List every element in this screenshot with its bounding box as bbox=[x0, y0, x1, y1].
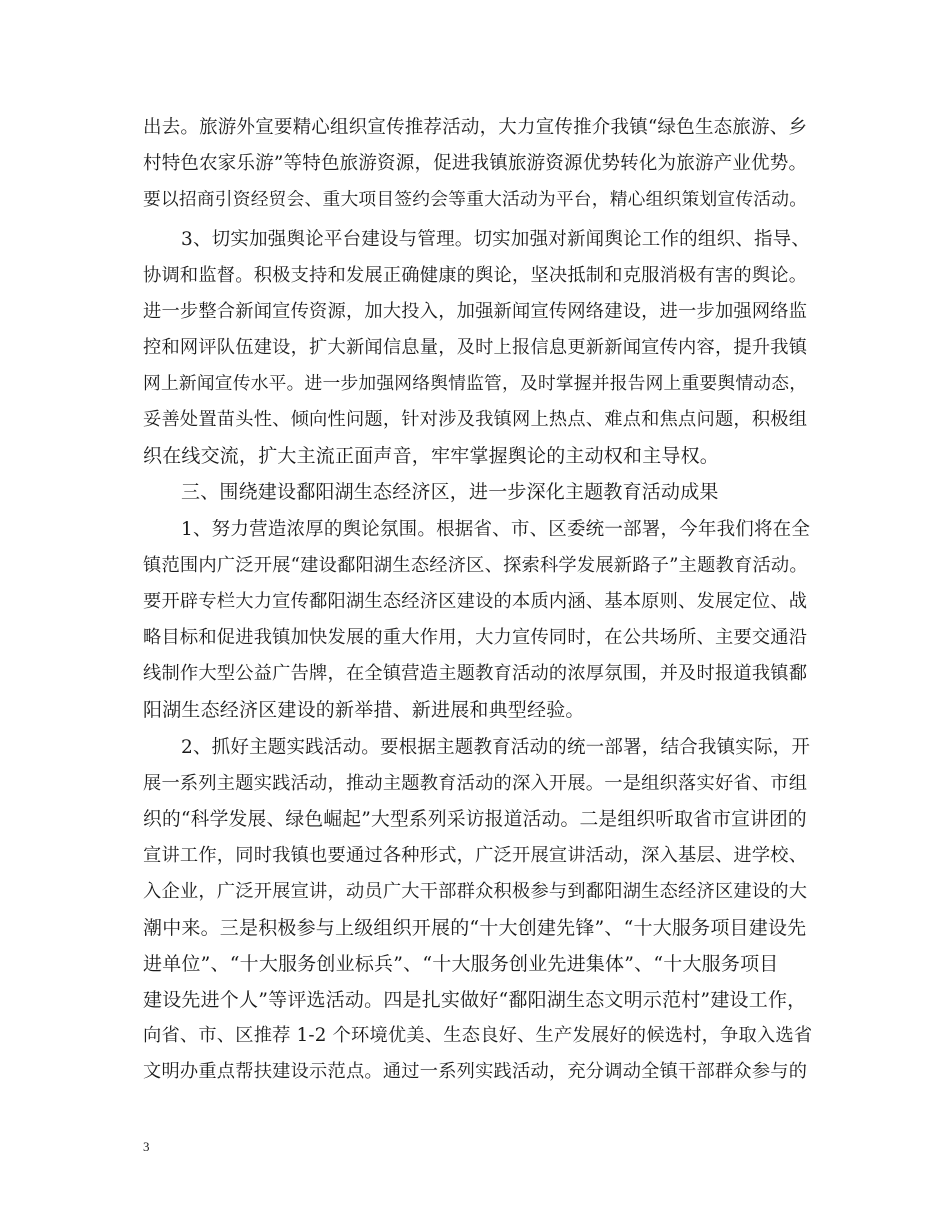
page-number: 3 bbox=[143, 1139, 150, 1154]
text-line: 线制作大型公益广告牌，在全镇营造主题教育活动的浓厚氛围，并及时报道我镇鄱 bbox=[143, 663, 808, 684]
text-line: 潮中来。三是积极参与上级组织开展的“十大创建先锋”、“十大服务项目建设先 bbox=[143, 917, 807, 939]
text-line: 阳湖生态经济区建设的新举措、新进展和典型经验。 bbox=[143, 699, 585, 721]
text-line: 建设先进个人”等评选活动。四是扎实做好“鄱阳湖生态文明示范村”建设工作， bbox=[143, 989, 807, 1011]
text-line: 协调和监督。积极支持和发展正确健康的舆论，坚决抵制和克服消极有害的舆论。 bbox=[143, 265, 808, 286]
text-line: 网上新闻宣传水平。进一步加强网络舆情监管，及时掌握并报告网上重要舆情动态， bbox=[143, 374, 808, 394]
text-line: 要以招商引资经贸会、重大项目签约会等重大活动为平台，精心组织策划宣传活动。 bbox=[143, 190, 808, 210]
text-line: 要开辟专栏大力宣传鄱阳湖生态经济区建设的本质内涵、基本原则、发展定位、战 bbox=[143, 591, 808, 612]
text-line: 织的“科学发展、绿色崛起”大型系列采访报道活动。二是组织听取省市宣讲团的 bbox=[143, 809, 807, 830]
text-line: 织在线交流，扩大主流正面声音，牢牢掌握舆论的主动权和主导权。 bbox=[143, 445, 720, 467]
text-line: 略目标和促进我镇加快发展的重大作用，大力宣传同时，在公共场所、主要交通沿 bbox=[143, 627, 808, 648]
paragraph-first-line: 2、抓好主题实践活动。要根据主题教育活动的统一部署，结合我镇实际，开 bbox=[181, 737, 811, 758]
text-line: 向省、市、区推荐 1-2 个环境优美、生态良好、生产发展好的候选村，争取入选省 bbox=[143, 1025, 813, 1046]
text-line: 宣讲工作，同时我镇也要通过各种形式，广泛开展宣讲活动，深入基层、进学校、 bbox=[143, 845, 808, 866]
text-line: 控和网评队伍建设，扩大新闻信息量，及时上报信息更新新闻宣传内容，提升我镇 bbox=[143, 337, 808, 358]
section-heading: 三、围绕建设鄱阳湖生态经济区，进一步深化主题教育活动成果 bbox=[181, 481, 719, 503]
text-line: 村特色农家乐游”等特色旅游资源，促进我镇旅游资源优势转化为旅游产业优势。 bbox=[143, 153, 808, 174]
paragraph-first-line: 1、努力营造浓厚的舆论氛围。根据省、市、区委统一部署，今年我们将在全 bbox=[181, 519, 811, 540]
text-line: 入企业，广泛开展宣讲，动员广大干部群众积极参与到鄱阳湖生态经济区建设的大 bbox=[143, 881, 808, 902]
text-line: 出去。旅游外宣要精心组织宣传推荐活动，大力宣传推介我镇“绿色生态旅游、乡 bbox=[143, 117, 808, 138]
paragraph-first-line: 3、切实加强舆论平台建设与管理。切实加强对新闻舆论工作的组织、指导、 bbox=[181, 229, 811, 250]
text-line: 进单位”、“十大服务创业标兵”、“十大服务创业先进集体”、“十大服务项目 bbox=[143, 953, 779, 975]
text-line: 文明办重点帮扶建设示范点。通过一系列实践活动，充分调动全镇干部群众参与的 bbox=[143, 1061, 808, 1082]
text-line: 妥善处置苗头性、倾向性问题，针对涉及我镇网上热点、难点和焦点问题，积极组 bbox=[143, 409, 808, 430]
text-line: 进一步整合新闻宣传资源，加大投入，加强新闻宣传网络建设，进一步加强网络监 bbox=[143, 301, 808, 322]
text-line: 展一系列主题实践活动，推动主题教育活动的深入开展。一是组织落实好省、市组 bbox=[143, 773, 808, 794]
text-line: 镇范围内广泛开展“建设鄱阳湖生态经济区、探索科学发展新路子”主题教育活动。 bbox=[143, 555, 808, 576]
